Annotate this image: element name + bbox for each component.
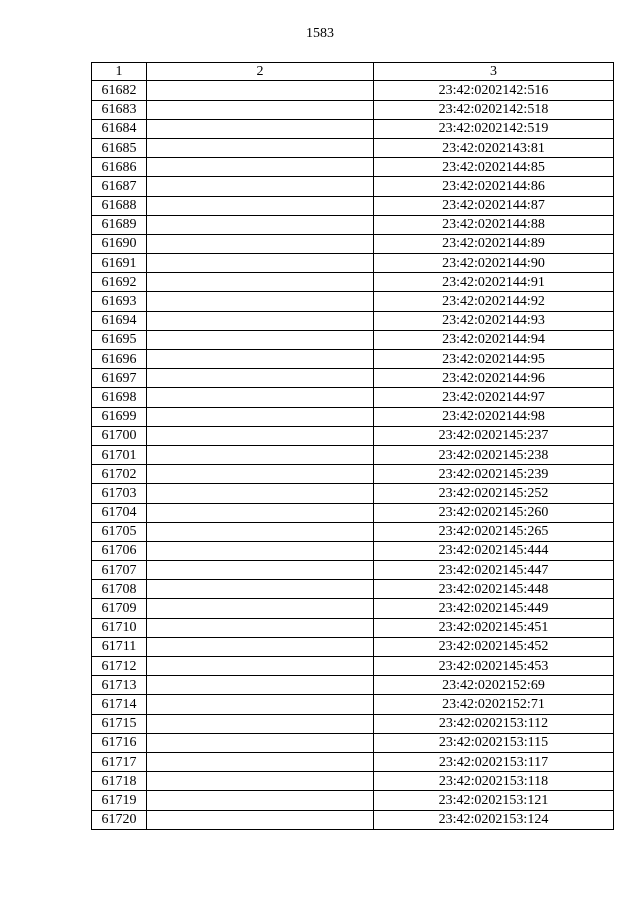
row-number-cell: 61691 bbox=[92, 254, 147, 273]
description-cell bbox=[147, 311, 374, 330]
description-cell bbox=[147, 541, 374, 560]
cadastral-number-cell: 23:42:0202145:252 bbox=[374, 484, 614, 503]
table-row bbox=[92, 158, 614, 177]
table-row bbox=[92, 503, 614, 522]
row-number-cell: 61685 bbox=[92, 138, 147, 157]
row-number-cell: 61713 bbox=[92, 676, 147, 695]
cadastral-number-cell: 23:42:0202145:452 bbox=[374, 637, 614, 656]
table-row bbox=[92, 369, 614, 388]
description-cell bbox=[147, 445, 374, 464]
cadastral-number-cell: 23:42:0202144:91 bbox=[374, 273, 614, 292]
description-cell bbox=[147, 119, 374, 138]
description-cell bbox=[147, 752, 374, 771]
table-row bbox=[92, 81, 614, 100]
table-row bbox=[92, 580, 614, 599]
row-number-cell: 61682 bbox=[92, 81, 147, 100]
cadastral-number-cell: 23:42:0202144:93 bbox=[374, 311, 614, 330]
description-cell bbox=[147, 330, 374, 349]
table-row bbox=[92, 445, 614, 464]
row-number-cell: 61715 bbox=[92, 714, 147, 733]
table-row bbox=[92, 599, 614, 618]
row-number-cell: 61706 bbox=[92, 541, 147, 560]
table-row bbox=[92, 541, 614, 560]
table-row bbox=[92, 196, 614, 215]
row-number-cell: 61718 bbox=[92, 772, 147, 791]
cadastral-number-cell: 23:42:0202145:451 bbox=[374, 618, 614, 637]
row-number-cell: 61710 bbox=[92, 618, 147, 637]
description-cell bbox=[147, 292, 374, 311]
row-number-cell: 61712 bbox=[92, 657, 147, 676]
table-row bbox=[92, 772, 614, 791]
cadastral-number-cell: 23:42:0202144:97 bbox=[374, 388, 614, 407]
table-row bbox=[92, 177, 614, 196]
description-cell bbox=[147, 733, 374, 752]
cadastral-number-cell: 23:42:0202153:117 bbox=[374, 752, 614, 771]
description-cell bbox=[147, 369, 374, 388]
cadastral-number-cell: 23:42:0202153:121 bbox=[374, 791, 614, 810]
description-cell bbox=[147, 580, 374, 599]
row-number-cell: 61716 bbox=[92, 733, 147, 752]
cadastral-table bbox=[91, 62, 614, 830]
description-cell bbox=[147, 637, 374, 656]
table-row bbox=[92, 618, 614, 637]
description-cell bbox=[147, 196, 374, 215]
table-row bbox=[92, 522, 614, 541]
table-header-row bbox=[92, 63, 614, 81]
row-number-cell: 61708 bbox=[92, 580, 147, 599]
description-cell bbox=[147, 657, 374, 676]
table-row bbox=[92, 407, 614, 426]
row-number-cell: 61686 bbox=[92, 158, 147, 177]
description-cell bbox=[147, 273, 374, 292]
table-row bbox=[92, 292, 614, 311]
description-cell bbox=[147, 791, 374, 810]
cadastral-number-cell: 23:42:0202145:260 bbox=[374, 503, 614, 522]
description-cell bbox=[147, 465, 374, 484]
row-number-cell: 61689 bbox=[92, 215, 147, 234]
cadastral-number-cell: 23:42:0202144:88 bbox=[374, 215, 614, 234]
description-cell bbox=[147, 426, 374, 445]
table-row bbox=[92, 465, 614, 484]
description-cell bbox=[147, 407, 374, 426]
row-number-cell: 61698 bbox=[92, 388, 147, 407]
cadastral-number-cell: 23:42:0202145:238 bbox=[374, 445, 614, 464]
row-number-cell: 61699 bbox=[92, 407, 147, 426]
description-cell bbox=[147, 100, 374, 119]
table-row bbox=[92, 752, 614, 771]
description-cell bbox=[147, 350, 374, 369]
cadastral-number-cell: 23:42:0202145:237 bbox=[374, 426, 614, 445]
table-row bbox=[92, 733, 614, 752]
cadastral-number-cell: 23:42:0202144:89 bbox=[374, 234, 614, 253]
row-number-cell: 61687 bbox=[92, 177, 147, 196]
table-row bbox=[92, 311, 614, 330]
row-number-cell: 61711 bbox=[92, 637, 147, 656]
table-row bbox=[92, 695, 614, 714]
row-number-cell: 61717 bbox=[92, 752, 147, 771]
description-cell bbox=[147, 215, 374, 234]
cadastral-number-cell: 23:42:0202145:265 bbox=[374, 522, 614, 541]
row-number-cell: 61707 bbox=[92, 561, 147, 580]
cadastral-number-cell: 23:42:0202145:444 bbox=[374, 541, 614, 560]
row-number-cell: 61684 bbox=[92, 119, 147, 138]
cadastral-number-cell: 23:42:0202143:81 bbox=[374, 138, 614, 157]
row-number-cell: 61693 bbox=[92, 292, 147, 311]
row-number-cell: 61720 bbox=[92, 810, 147, 829]
description-cell bbox=[147, 81, 374, 100]
cadastral-number-cell: 23:42:0202144:94 bbox=[374, 330, 614, 349]
table-row bbox=[92, 350, 614, 369]
cadastral-number-cell: 23:42:0202144:98 bbox=[374, 407, 614, 426]
cadastral-number-cell: 23:42:0202144:85 bbox=[374, 158, 614, 177]
description-cell bbox=[147, 522, 374, 541]
row-number-cell: 61703 bbox=[92, 484, 147, 503]
table-row bbox=[92, 426, 614, 445]
column-header-1: 1 bbox=[92, 63, 147, 81]
description-cell bbox=[147, 484, 374, 503]
row-number-cell: 61704 bbox=[92, 503, 147, 522]
row-number-cell: 61719 bbox=[92, 791, 147, 810]
cadastral-number-cell: 23:42:0202144:96 bbox=[374, 369, 614, 388]
column-header-2: 2 bbox=[147, 63, 374, 81]
cadastral-number-cell: 23:42:0202145:239 bbox=[374, 465, 614, 484]
cadastral-number-cell: 23:42:0202152:71 bbox=[374, 695, 614, 714]
row-number-cell: 61697 bbox=[92, 369, 147, 388]
description-cell bbox=[147, 177, 374, 196]
description-cell bbox=[147, 503, 374, 522]
table-row bbox=[92, 100, 614, 119]
row-number-cell: 61692 bbox=[92, 273, 147, 292]
description-cell bbox=[147, 714, 374, 733]
cadastral-number-cell: 23:42:0202145:453 bbox=[374, 657, 614, 676]
description-cell bbox=[147, 695, 374, 714]
row-number-cell: 61696 bbox=[92, 350, 147, 369]
description-cell bbox=[147, 254, 374, 273]
row-number-cell: 61690 bbox=[92, 234, 147, 253]
cadastral-number-cell: 23:42:0202145:449 bbox=[374, 599, 614, 618]
table-row bbox=[92, 561, 614, 580]
table-row bbox=[92, 119, 614, 138]
cadastral-number-cell: 23:42:0202142:519 bbox=[374, 119, 614, 138]
cadastral-number-cell: 23:42:0202153:112 bbox=[374, 714, 614, 733]
description-cell bbox=[147, 561, 374, 580]
cadastral-number-cell: 23:42:0202144:87 bbox=[374, 196, 614, 215]
table-row bbox=[92, 484, 614, 503]
cadastral-number-cell: 23:42:0202142:516 bbox=[374, 81, 614, 100]
table-row bbox=[92, 676, 614, 695]
table-row bbox=[92, 215, 614, 234]
table-row bbox=[92, 637, 614, 656]
cadastral-number-cell: 23:42:0202145:448 bbox=[374, 580, 614, 599]
table-row bbox=[92, 714, 614, 733]
row-number-cell: 61700 bbox=[92, 426, 147, 445]
description-cell bbox=[147, 158, 374, 177]
row-number-cell: 61702 bbox=[92, 465, 147, 484]
cadastral-number-cell: 23:42:0202142:518 bbox=[374, 100, 614, 119]
description-cell bbox=[147, 676, 374, 695]
description-cell bbox=[147, 772, 374, 791]
table-row bbox=[92, 791, 614, 810]
cadastral-number-cell: 23:42:0202153:118 bbox=[374, 772, 614, 791]
row-number-cell: 61714 bbox=[92, 695, 147, 714]
row-number-cell: 61688 bbox=[92, 196, 147, 215]
row-number-cell: 61709 bbox=[92, 599, 147, 618]
cadastral-number-cell: 23:42:0202153:115 bbox=[374, 733, 614, 752]
column-header-3: 3 bbox=[374, 63, 614, 81]
cadastral-number-cell: 23:42:0202144:92 bbox=[374, 292, 614, 311]
cadastral-number-cell: 23:42:0202144:86 bbox=[374, 177, 614, 196]
cadastral-number-cell: 23:42:0202145:447 bbox=[374, 561, 614, 580]
table-row bbox=[92, 273, 614, 292]
description-cell bbox=[147, 599, 374, 618]
row-number-cell: 61705 bbox=[92, 522, 147, 541]
row-number-cell: 61695 bbox=[92, 330, 147, 349]
table-row bbox=[92, 810, 614, 829]
table-row bbox=[92, 138, 614, 157]
description-cell bbox=[147, 810, 374, 829]
cadastral-number-cell: 23:42:0202153:124 bbox=[374, 810, 614, 829]
description-cell bbox=[147, 388, 374, 407]
row-number-cell: 61701 bbox=[92, 445, 147, 464]
table-row bbox=[92, 330, 614, 349]
page-number: 1583 bbox=[306, 26, 334, 41]
table-row bbox=[92, 234, 614, 253]
cadastral-number-cell: 23:42:0202144:95 bbox=[374, 350, 614, 369]
table-row bbox=[92, 388, 614, 407]
row-number-cell: 61694 bbox=[92, 311, 147, 330]
table-body bbox=[92, 81, 614, 829]
cadastral-number-cell: 23:42:0202152:69 bbox=[374, 676, 614, 695]
description-cell bbox=[147, 138, 374, 157]
description-cell bbox=[147, 234, 374, 253]
cadastral-number-cell: 23:42:0202144:90 bbox=[374, 254, 614, 273]
table-row bbox=[92, 254, 614, 273]
description-cell bbox=[147, 618, 374, 637]
table-row bbox=[92, 657, 614, 676]
row-number-cell: 61683 bbox=[92, 100, 147, 119]
